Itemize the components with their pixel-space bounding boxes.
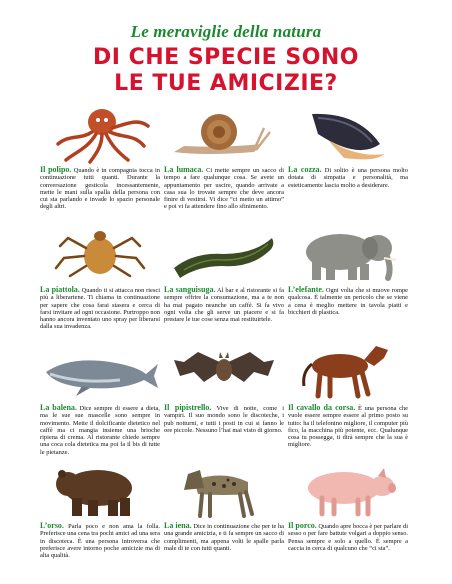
elephant-icon (288, 224, 408, 284)
animal-grid (0, 104, 452, 584)
animal-description: L’elefante. Ogni volta che si muove rompe qualcosa. È talmente un pericolo che se viene a cena è meglio mettere in tavola piatti e bicchieri di plastica. (288, 285, 408, 316)
animal-card-octopus (40, 104, 160, 222)
animal-card-elephant (288, 224, 408, 342)
animal-description: Il cavallo da corsa. È una persona che vuole essere sempre essere al primo posto su tutto: ha il telefonino migliore, il computer più fico, la macchina più potente, ecc. Qualunque cosa tu possegga, ti dirà sempre che la sua è migliore. (288, 403, 408, 449)
page-title-line2: LE TUE AMICIZIE? (114, 71, 338, 96)
animal-card-leech (164, 224, 284, 342)
animal-card-whale (40, 342, 160, 460)
animal-card-mussel (288, 104, 408, 222)
animal-description: La piattola. Quando ti si attacca non riesci più a liberartene. Ti chiama in continuazione per sapere che cosa farai stasera e cerca di farsi invitare ad ogni occasione. Purtroppo non hanno ancora inventato uno spray per liberarsi dalla sua invadenza. (40, 285, 160, 331)
animal-description: La sanguisuga. Al bar e al ristorante si fa sempre offrire la consumazione, ma a te non ha mai pagato neanche un caffè. Si fa vivo ogni volta che gli serve un piacere e si fa prestare le tue cose senza mai restituirtele. (164, 285, 284, 324)
animal-description: Il polipo. Quando è in compagnia tocca in continuazione tutti quanti. Durante la conversazione gesticola incessantemente, mette le mani sulla spalla della persona con cui sta parlando e invade lo spazio personale degli altri. (40, 165, 160, 211)
hyena-icon (164, 460, 284, 520)
animal-description: La cozza. Di solito è una persona molto dotata di simpatia e personalità, ma esteticamente lascia molto a desiderare. (288, 165, 408, 189)
horse-icon (288, 342, 408, 402)
pig-icon (288, 460, 408, 520)
animal-description: Il pipistrello. Vive di notte, come i vampiri. Il suo mondo sono le discoteche, i pub notturni, e tutti i posti in cui si fanno le ore piccole. Nessuno l’hai mai visto di giorno. (164, 403, 285, 434)
crab-louse-icon (40, 224, 160, 284)
page-title-line1: DI CHE SPECIE SONO (92, 45, 360, 70)
animal-card-pig (288, 460, 408, 578)
page-kicker: Le meraviglie della natura (130, 22, 322, 41)
animal-description: Il porco. Quando apre bocca è per parlare di sesso o per fare battute volgari a doppio senso. Pensa sempre e solo a quello. È sempre a caccia in cerca di qualcuno che “ci sta”. (288, 521, 408, 552)
animal-description: La balena. Dice sempre di essere a dieta, ma le sue sue mascelle sono sempre in movimento. Mette il dolcificante dietetico nel caffè ma ci mangia insieme una brioche ripiena di crema. Al ristorante chiede sempre una coca cola dietetica ma poi fa il bis di tutte le pietanze. (40, 403, 160, 456)
octopus-icon (40, 104, 160, 164)
whale-icon (40, 342, 160, 402)
animal-card-crab-louse (40, 224, 160, 342)
snail-icon (164, 104, 284, 164)
animal-description: La lumaca. Ci mette sempre un sacco di tempo a fare qualunque cosa. Se avete un appuntamento per uscire, quando arrivate a casa sua lo trovate sempre che deve ancora finire di vestirsi. Vi dice “ci metto un attimo” e poi vi fa attendere fino allo sfinimento. (164, 165, 284, 211)
animal-card-bat (164, 342, 284, 460)
animal-card-horse (288, 342, 408, 460)
bear-icon (40, 460, 160, 520)
animal-description: L’orso. Parla poco e non ama la folla. Preferisce una cena tra pochi amici ad una sera in discoteca. È una persona introversa che preferisce avere intorno poche amicizie ma di alta qualità. (40, 521, 160, 560)
bat-icon (164, 342, 284, 402)
leech-icon (164, 224, 284, 284)
mussel-icon (288, 104, 408, 164)
animal-card-hyena (164, 460, 284, 578)
animal-description: La iena. Dice in continuazione che per te ha una grande amicizia, e ti fa sempre un sacco di complimenti, ma appena volti le spalle parla male di te con tutti quanti. (164, 521, 284, 552)
animal-card-snail (164, 104, 284, 222)
animal-card-bear (40, 460, 160, 578)
